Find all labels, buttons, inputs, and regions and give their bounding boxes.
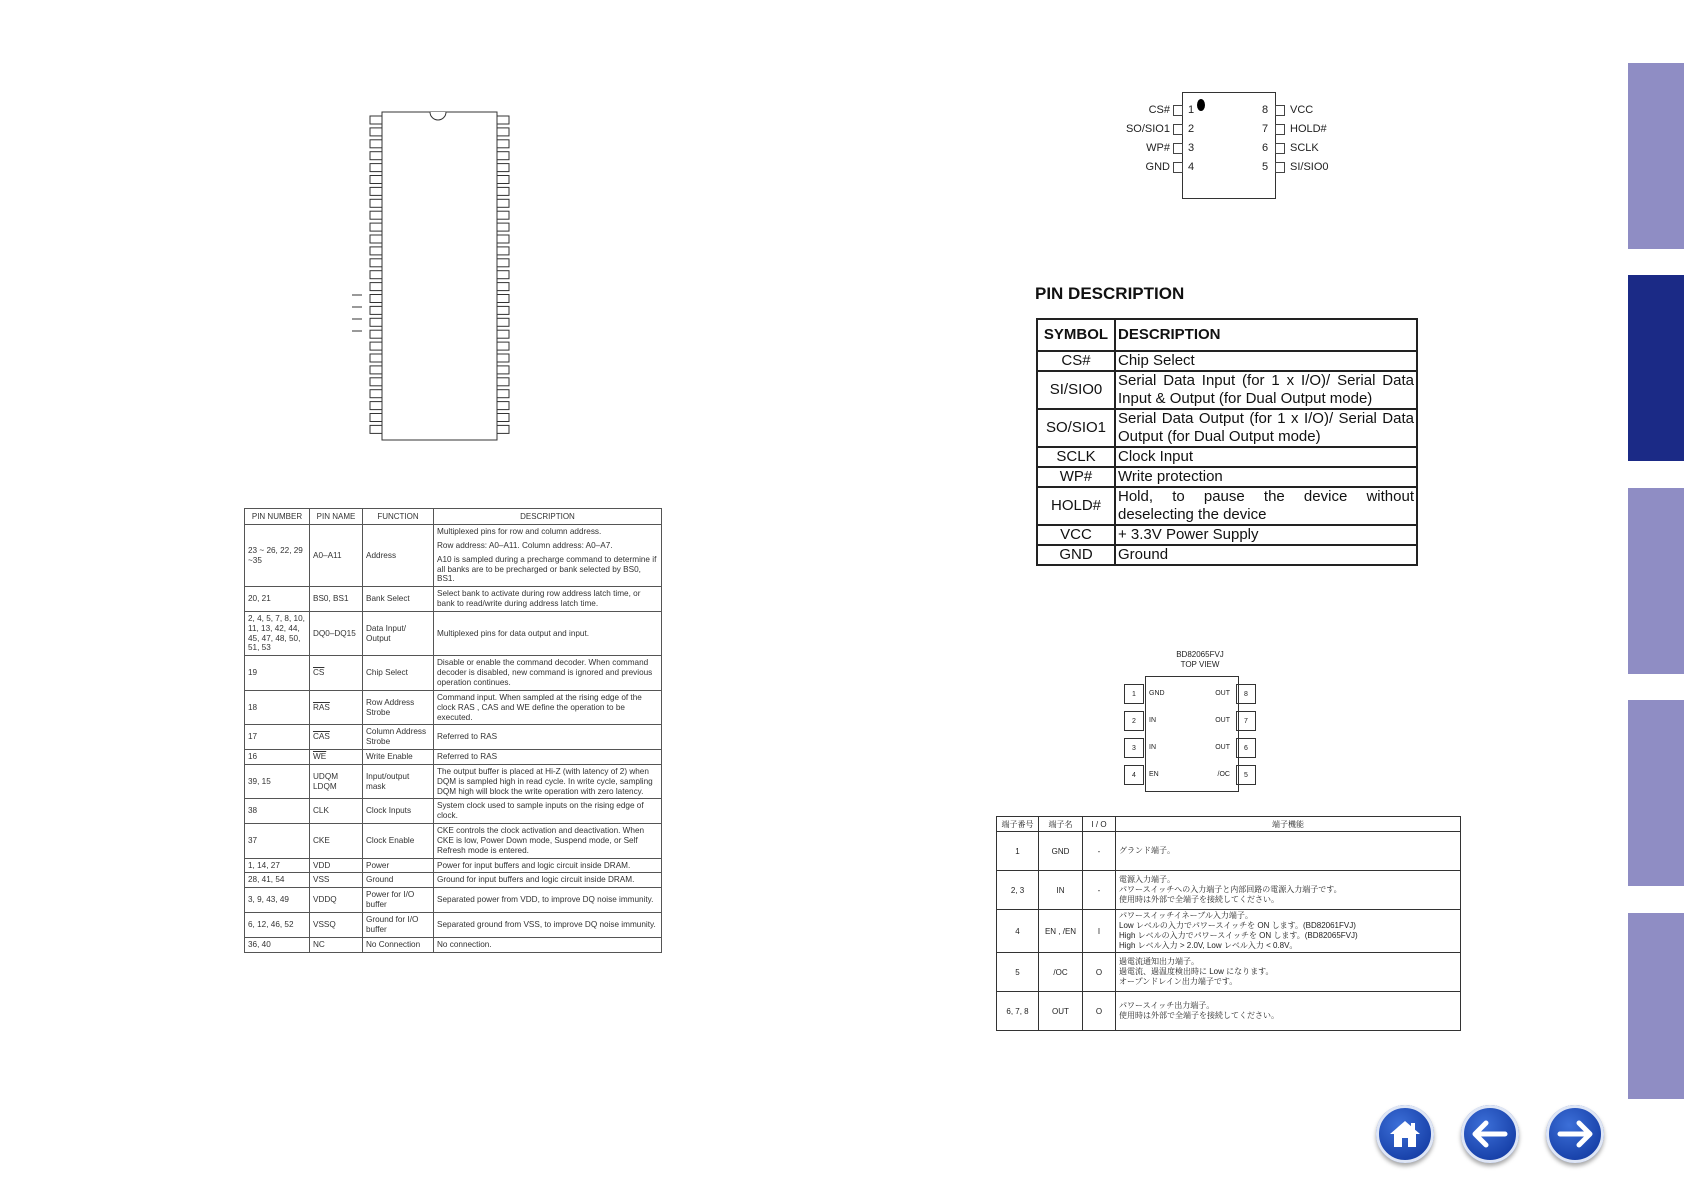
bd-part-number: BD82065FVJ <box>1176 650 1224 659</box>
bd-pin-number-box: 6 <box>1236 738 1256 758</box>
function-cell: Clock Inputs <box>363 799 434 824</box>
package-pin <box>497 378 509 386</box>
pin-number-cell: 20, 21 <box>245 587 310 612</box>
package-pin <box>497 330 509 338</box>
pin-number-cell: 3, 9, 43, 49 <box>245 888 310 913</box>
jp-description-cell <box>1116 832 1461 871</box>
side-tab-4[interactable] <box>1628 700 1684 886</box>
pin-name-cell: VSS <box>310 873 363 888</box>
description-cell <box>434 858 662 873</box>
pd-symbol-cell: SI/SIO0 <box>1037 371 1115 409</box>
package-pin <box>370 116 382 124</box>
pin-name-cell: VSSQ <box>310 913 363 938</box>
package-pin <box>497 235 509 243</box>
col-pin-number: PIN NUMBER <box>245 509 310 525</box>
pd-description-cell: Serial Data Input (for 1 x I/O)/ Serial Data Input & Output (for Dual Output mode) <box>1115 371 1417 409</box>
table-row <box>997 871 1461 910</box>
description-cell <box>434 725 662 750</box>
pd-description-cell: Write protection <box>1115 467 1417 487</box>
pin-name-cell: $\overline{CAS}$ <box>310 725 363 750</box>
pin-number-cell: 6, 12, 46, 52 <box>245 913 310 938</box>
package-pin <box>497 342 509 350</box>
package-pin <box>370 390 382 398</box>
side-tab-5[interactable] <box>1628 913 1684 1099</box>
table-row <box>245 824 662 859</box>
table-row <box>997 910 1461 953</box>
package-pin <box>497 247 509 255</box>
jp-pin-name-cell: OUT <box>1039 992 1083 1031</box>
sdram-pin-table <box>244 508 662 953</box>
function-cell: Column Address Strobe <box>363 725 434 750</box>
pd-description-cell: Serial Data Output (for 1 x I/O)/ Serial Data Output (for Dual Output mode) <box>1115 409 1417 447</box>
package-pin <box>497 306 509 314</box>
pin-name-cell: DQ0–DQ15 <box>310 611 363 655</box>
package-pin <box>370 199 382 207</box>
col-function: FUNCTION <box>363 509 434 525</box>
jp-col-pin-name: 端子名 <box>1039 817 1083 832</box>
flash-pin-pad <box>1275 162 1285 173</box>
pin-name-cell: VDDQ <box>310 888 363 913</box>
flash-pin-number: 4 <box>1188 161 1195 173</box>
description-line: The output buffer is placed at Hi-Z (with latency of 2) when DQM is sampled high in read cycle. In write cycle, sampling DQM high will block the write operation with zero latency. <box>437 766 653 796</box>
flash-pin-label-left: CS# <box>1148 104 1170 116</box>
package-pin <box>370 283 382 291</box>
function-cell: Bank Select <box>363 587 434 612</box>
jp-pin-name-cell: GND <box>1039 832 1083 871</box>
package-pin <box>497 152 509 160</box>
description-line: System clock used to sample inputs on the rising edge of clock. <box>437 801 644 821</box>
bd-pin-label: OUT <box>1215 744 1230 751</box>
pin1-dot <box>1197 99 1205 111</box>
package-pin <box>497 414 509 422</box>
package-pin <box>497 390 509 398</box>
col-description: DESCRIPTION <box>434 509 662 525</box>
jp-description-cell <box>1116 992 1461 1031</box>
bd-pin-number-box: 5 <box>1236 765 1256 785</box>
pd-symbol-cell: CS# <box>1037 351 1115 371</box>
description-line: Power for input buffers and logic circuit inside DRAM. <box>437 860 631 870</box>
package-pin <box>370 330 382 338</box>
jp-pin-name-cell: IN <box>1039 871 1083 910</box>
pd-symbol-cell: SCLK <box>1037 447 1115 467</box>
pin-description-table <box>1036 318 1418 566</box>
description-cell <box>434 611 662 655</box>
package-pin <box>370 211 382 219</box>
description-line: CKE controls the clock activation and deactivation. When CKE is low, Power Down mode, Suspend mode, or Self Refresh mode is entered. <box>437 826 645 855</box>
description-line: Select bank to activate during row address latch time, or bank to read/write during address latch time. <box>437 589 641 609</box>
jp-pin-number-cell: 6, 7, 8 <box>997 992 1039 1031</box>
table-row <box>245 587 662 612</box>
function-cell: Ground for I/O buffer <box>363 913 434 938</box>
table-row <box>245 873 662 888</box>
side-tab-2-active[interactable] <box>1628 275 1684 461</box>
description-line: Separated ground from VSS, to improve DQ noise immunity. <box>437 919 656 929</box>
description-cell <box>434 799 662 824</box>
table-row <box>245 750 662 765</box>
package-pin <box>497 223 509 231</box>
table-row <box>997 832 1461 871</box>
jp-description-line: パワースイッチ出力端子。 <box>1119 1001 1215 1010</box>
bd-pin-label: OUT <box>1215 717 1230 724</box>
jp-description-line: 過電流、過温度検出時に Low になります。 <box>1119 967 1274 976</box>
pd-symbol-cell: WP# <box>1037 467 1115 487</box>
description-cell <box>434 764 662 799</box>
pin-name-cell: UDQM LDQM <box>310 764 363 799</box>
pin-number-cell: 19 <box>245 656 310 691</box>
bd-pin-number-box: 1 <box>1124 684 1144 704</box>
sdram-package-drawing <box>340 100 540 450</box>
flash-pin-number: 1 <box>1188 104 1195 116</box>
description-line: No connection. <box>437 939 492 949</box>
jp-col-pin-number: 端子番号 <box>997 817 1039 832</box>
table-row <box>245 858 662 873</box>
package-pin <box>370 164 382 172</box>
package-pin <box>370 295 382 303</box>
jp-description-line: 使用時は外部で全端子を接続してください。 <box>1119 1011 1279 1020</box>
side-tab-3[interactable] <box>1628 488 1684 674</box>
flash-pin-pad <box>1173 143 1183 154</box>
package-pin <box>370 128 382 136</box>
bd-pin-label: IN <box>1149 744 1156 751</box>
jp-description-line: High レベル入力 > 2.0V, Low レベル入力 < 0.8V。 <box>1119 941 1298 950</box>
flash-pin-pad <box>1173 124 1183 135</box>
pin-name-cell: CKE <box>310 824 363 859</box>
jp-io-cell: O <box>1083 992 1116 1031</box>
pin-name-cell: VDD <box>310 858 363 873</box>
table-row <box>1037 351 1417 371</box>
description-cell <box>434 888 662 913</box>
package-pin <box>370 366 382 374</box>
function-cell: Power for I/O buffer <box>363 888 434 913</box>
package-pin <box>370 318 382 326</box>
jp-col-function: 端子機能 <box>1116 817 1461 832</box>
flash-pin-number: 2 <box>1188 123 1195 135</box>
jp-io-cell: - <box>1083 871 1116 910</box>
package-pin <box>497 259 509 267</box>
description-line: Referred to RAS <box>437 732 498 742</box>
package-pin <box>370 354 382 362</box>
table-row <box>1037 371 1417 409</box>
home-button[interactable] <box>1376 1105 1434 1163</box>
flash-pin-label-right: SCLK <box>1290 142 1319 154</box>
table-row <box>1037 545 1417 565</box>
jp-description-line: オープンドレイン出力端子です。 <box>1119 977 1238 986</box>
jp-pin-number-cell: 2, 3 <box>997 871 1039 910</box>
flash-pin-pad <box>1275 124 1285 135</box>
flash-pin-pad <box>1275 143 1285 154</box>
jp-pin-number-cell: 1 <box>997 832 1039 871</box>
jp-io-cell: O <box>1083 953 1116 992</box>
bd-pin-number-box: 2 <box>1124 711 1144 731</box>
package-pin <box>370 271 382 279</box>
jp-description-line: グランド端子。 <box>1119 846 1175 855</box>
description-line: Multiplexed pins for row and column address. <box>437 527 602 536</box>
description-line: Multiplexed pins for data output and input. <box>437 628 590 638</box>
description-line: Referred to RAS <box>437 752 498 762</box>
package-pin <box>497 128 509 136</box>
pin-name-cell: NC <box>310 937 363 952</box>
pin-number-cell: 2, 4, 5, 7, 8, 10, 11, 13, 42, 44, 45, 47, 48, 50, 51, 53 <box>245 611 310 655</box>
bd-pin-label: /OC <box>1217 771 1230 778</box>
package-pin <box>497 164 509 172</box>
pin-number-cell: 17 <box>245 725 310 750</box>
flash-pin-pad <box>1275 105 1285 116</box>
flash-pin-label-right: VCC <box>1290 104 1314 116</box>
package-pin <box>497 354 509 362</box>
pd-description-cell: Ground <box>1115 545 1417 565</box>
function-cell: No Connection <box>363 937 434 952</box>
package-pin <box>370 378 382 386</box>
jp-description-line: パワースイッチへの入力端子と内部回路の電源入力端子です。 <box>1119 885 1342 894</box>
col-pin-name: PIN NAME <box>310 509 363 525</box>
package-pin <box>497 425 509 433</box>
package-pin <box>497 187 509 195</box>
pin-name-cell: CLK <box>310 799 363 824</box>
function-cell: Clock Enable <box>363 824 434 859</box>
pin-number-cell: 39, 15 <box>245 764 310 799</box>
jp-io-cell: I <box>1083 910 1116 953</box>
table-row <box>997 992 1461 1031</box>
description-cell <box>434 913 662 938</box>
pd-header-description: DESCRIPTION <box>1115 319 1417 351</box>
table-row <box>245 799 662 824</box>
table-row <box>1037 447 1417 467</box>
package-pin <box>497 271 509 279</box>
table-row <box>245 725 662 750</box>
jp-pin-name-cell: EN , /EN <box>1039 910 1083 953</box>
package-pin <box>497 295 509 303</box>
jp-description-cell <box>1116 910 1461 953</box>
description-cell <box>434 937 662 952</box>
function-cell: Ground <box>363 873 434 888</box>
package-pin <box>497 366 509 374</box>
pin-number-cell: 28, 41, 54 <box>245 873 310 888</box>
table-row <box>245 764 662 799</box>
description-cell <box>434 824 662 859</box>
package-pin <box>370 176 382 184</box>
pin-name-cell: $\overline{RAS}$ <box>310 690 363 725</box>
table-row <box>1037 467 1417 487</box>
function-cell: Power <box>363 858 434 873</box>
package-pin <box>370 306 382 314</box>
jp-description-line: High レベルの入力でパワースイッチを ON します。(BD82065FVJ) <box>1119 931 1358 940</box>
jp-description-line: パワースイッチイネーブル入力端子。 <box>1119 911 1253 920</box>
package-pin <box>497 116 509 124</box>
description-cell <box>434 873 662 888</box>
package-pin <box>497 140 509 148</box>
bd-pin-label: EN <box>1149 771 1159 778</box>
jp-description-line: 過電流通知出力端子。 <box>1119 957 1199 966</box>
table-row <box>245 611 662 655</box>
bd-chip-diagram <box>1124 676 1254 794</box>
pd-description-cell: Clock Input <box>1115 447 1417 467</box>
function-cell: Row Address Strobe <box>363 690 434 725</box>
flash-pin-number: 5 <box>1262 161 1269 173</box>
bd-pin-label: IN <box>1149 717 1156 724</box>
flash-pin-label-right: HOLD# <box>1290 123 1327 135</box>
flash-pin-label-right: SI/SIO0 <box>1290 161 1329 173</box>
bd-view-label: TOP VIEW <box>1180 660 1220 669</box>
pd-symbol-cell: VCC <box>1037 525 1115 545</box>
flash-pin-label-left: WP# <box>1146 142 1170 154</box>
package-pin <box>370 152 382 160</box>
table-row <box>245 913 662 938</box>
bd-pin-label: GND <box>1149 690 1165 697</box>
function-cell: Write Enable <box>363 750 434 765</box>
pin-number-cell: 38 <box>245 799 310 824</box>
flash-pin-label-left: SO/SIO1 <box>1125 123 1170 135</box>
flash-pin-number: 3 <box>1188 142 1195 154</box>
flash-pin-pad <box>1173 162 1183 173</box>
bd-pin-number-box: 8 <box>1236 684 1256 704</box>
table-row <box>1037 409 1417 447</box>
package-pin <box>370 235 382 243</box>
package-pin <box>497 402 509 410</box>
pin-number-cell: 37 <box>245 824 310 859</box>
package-pin <box>370 259 382 267</box>
package-pin <box>370 187 382 195</box>
description-cell <box>434 525 662 587</box>
pin-number-cell: 16 <box>245 750 310 765</box>
function-cell: Address <box>363 525 434 587</box>
flash-chip-diagram <box>1118 90 1348 202</box>
jp-description-line: Low レベルの入力でパワースイッチを ON します。(BD82061FVJ) <box>1119 921 1356 930</box>
description-line: Command input. When sampled at the rising edge of the clock RAS , CAS and WE define the operation to be executed. <box>437 692 642 722</box>
package-pin <box>370 402 382 410</box>
jp-pin-number-cell: 4 <box>997 910 1039 953</box>
bd-pin-number-box: 4 <box>1124 765 1144 785</box>
jp-pin-name-cell: /OC <box>1039 953 1083 992</box>
package-pin <box>370 425 382 433</box>
table-row <box>245 690 662 725</box>
jp-description-line: 使用時は外部で全端子を接続してください。 <box>1119 895 1279 904</box>
table-row <box>1037 525 1417 545</box>
jp-description-cell <box>1116 871 1461 910</box>
pin-number-cell: 23 ~ 26, 22, 29 ~35 <box>245 525 310 587</box>
bd-chip-title <box>1100 650 1300 670</box>
pin-name-cell: BS0, BS1 <box>310 587 363 612</box>
table-row <box>997 953 1461 992</box>
back-button[interactable] <box>1461 1105 1519 1163</box>
package-pin <box>370 342 382 350</box>
pd-header-symbol: SYMBOL <box>1037 319 1115 351</box>
jp-pin-number-cell: 5 <box>997 953 1039 992</box>
jp-col-io: I / O <box>1083 817 1116 832</box>
description-cell <box>434 587 662 612</box>
function-cell: Chip Select <box>363 656 434 691</box>
description-line: Row address: A0–A11. Column address: A0–A7. <box>437 540 613 550</box>
flash-pin-number: 7 <box>1262 123 1269 135</box>
description-line: Disable or enable the command decoder. When command decoder is disabled, new command is ignored and previous operation continues. <box>437 658 653 687</box>
description-cell <box>434 656 662 691</box>
pin-number-cell: 1, 14, 27 <box>245 858 310 873</box>
pin-name-cell: A0–A11 <box>310 525 363 587</box>
package-pin <box>497 283 509 291</box>
pin-number-cell: 18 <box>245 690 310 725</box>
description-line: A10 is sampled during a precharge command to determine if all banks are to be precharged or bank selected by BS0, BS1. <box>437 554 657 584</box>
pin-name-cell: $\overline{CS}$ <box>310 656 363 691</box>
pd-description-cell: Hold, to pause the device without deselecting the device <box>1115 487 1417 525</box>
package-pin <box>370 223 382 231</box>
description-cell <box>434 690 662 725</box>
description-cell <box>434 750 662 765</box>
jp-description-line: 電源入力端子。 <box>1119 875 1175 884</box>
flash-pin-number: 8 <box>1262 104 1269 116</box>
flash-pin-pad <box>1173 105 1183 116</box>
pd-description-cell: Chip Select <box>1115 351 1417 371</box>
package-pin <box>370 140 382 148</box>
jp-io-cell: - <box>1083 832 1116 871</box>
forward-button[interactable] <box>1546 1105 1604 1163</box>
jp-description-cell <box>1116 953 1461 992</box>
flash-pin-label-left: GND <box>1145 161 1170 173</box>
bd-pin-number-box: 3 <box>1124 738 1144 758</box>
bd-pin-table <box>996 816 1461 1031</box>
flash-pin-number: 6 <box>1262 142 1269 154</box>
package-pin <box>497 199 509 207</box>
pd-symbol-cell: SO/SIO1 <box>1037 409 1115 447</box>
pin-name-cell: $\overline{WE}$ <box>310 750 363 765</box>
function-cell: Data Input/ Output <box>363 611 434 655</box>
pd-symbol-cell: HOLD# <box>1037 487 1115 525</box>
pd-symbol-cell: GND <box>1037 545 1115 565</box>
package-pin <box>370 414 382 422</box>
side-tab-1[interactable] <box>1628 63 1684 249</box>
pin-description-title: PIN DESCRIPTION <box>1035 284 1185 303</box>
package-pin <box>497 211 509 219</box>
table-row <box>245 525 662 587</box>
package-pin <box>370 247 382 255</box>
table-row <box>1037 487 1417 525</box>
table-row <box>245 888 662 913</box>
table-row <box>245 937 662 952</box>
function-cell: Input/output mask <box>363 764 434 799</box>
pd-description-cell: + 3.3V Power Supply <box>1115 525 1417 545</box>
bd-pin-number-box: 7 <box>1236 711 1256 731</box>
package-pin <box>497 318 509 326</box>
package-pin <box>497 176 509 184</box>
description-line: Ground for input buffers and logic circuit inside DRAM. <box>437 875 635 885</box>
pin-number-cell: 36, 40 <box>245 937 310 952</box>
description-line: Separated power from VDD, to improve DQ noise immunity. <box>437 895 654 905</box>
bd-pin-label: OUT <box>1215 690 1230 697</box>
table-row <box>245 656 662 691</box>
